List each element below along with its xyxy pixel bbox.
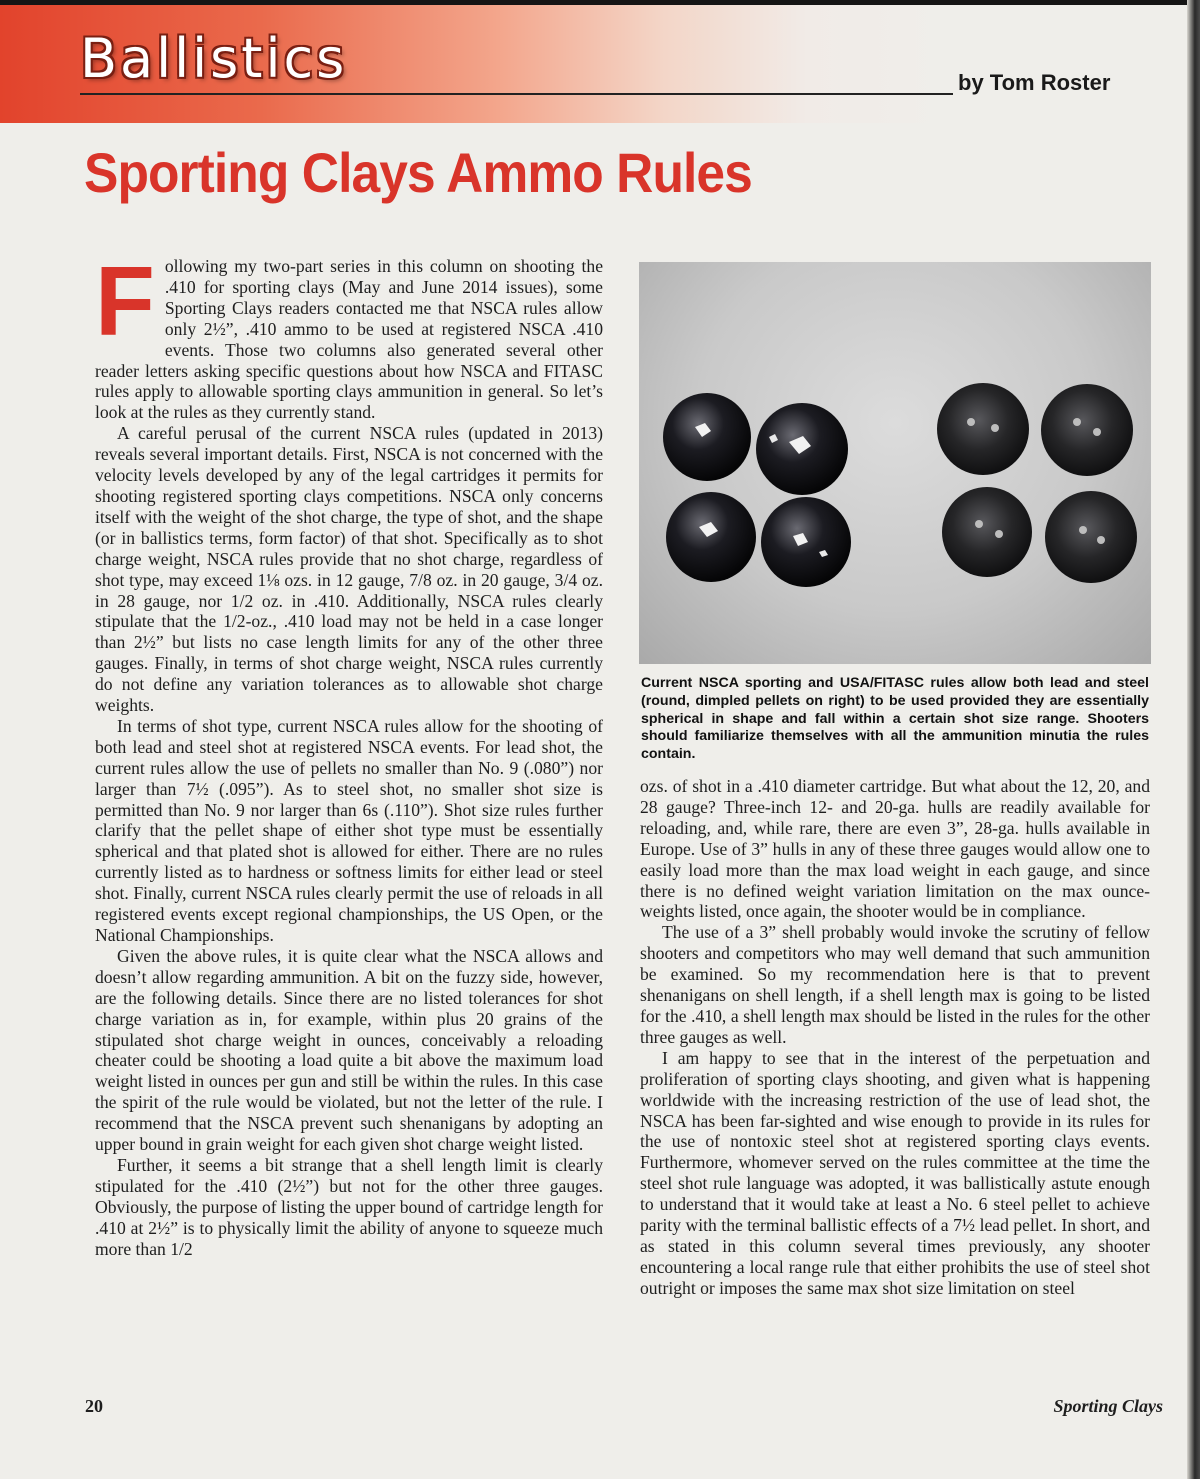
paragraph: Further, it seems a bit strange that a shell length limit is clearly stipulated for the .410 (2½”) but not for the other three gauges. Obviously, the purpose of listing the upper bound of cartridge length for .410 at 2½” is to physically limit the ability of anyone to squeeze much more than 1/2 xyxy=(95,1154,603,1259)
page-number: 20 xyxy=(85,1396,103,1416)
byline-rule xyxy=(80,93,953,95)
paragraph: A careful perusal of the current NSCA rules (updated in 2013) reveals several important details. First, NSCA is not concerned with the velocity levels developed by any of the legal cartridges it permits for shooting registered sporting clays competitions. NSCA only concerns itself with the weight of the shot charge, the type of shot, and the shape (or in ballistics terms, form factor) of that shot. Specifically as to shot charge weight, NSCA rules provide that no shot charge, regardless of shot type, may exceed 1⅛ ozs. in 12 gauge, 7/8 oz. in 20 gauge, 3/4 oz. in 28 gauge, nor 1/2 oz. in .410. Additionally, NSCA rules clearly stipulate that the 1/2-oz., .410 load may not be held in a case longer than 2½” but lists no case length limits for any of the other three gauges. Finally, in terms of shot charge weight, NSCA rules currently do not define any variation tolerances as to allowable shot charge weights. xyxy=(95,423,603,716)
paragraph: In terms of shot type, current NSCA rules allow for the shooting of both lead and steel shot at registered NSCA events. For lead shot, the current rules allow the use of pellets no smaller than No. 9 (.080”) nor larger than 7½ (.095”). As to steel shot, no smaller shot size is permitted than No. 9 nor larger than 6s (.110”). Shot size rules further clarify that the pellet shape of either shot type must be essentially spherical and that plated shot is allowed for either. There are no rules currently listed as to hardness or softness limits for either lead or steel shot. Finally, current NSCA rules clearly permit the use of reloads in all registered events except regional championships, the US Open, or the National Championships. xyxy=(95,715,603,945)
byline: by Tom Roster xyxy=(958,70,1111,95)
photo-caption: Current NSCA sporting and USA/FITASC rules allow both lead and steel (round, dimpled pellets on right) to be used provided they are essentially spherical in shape and fall within a certain shot size range. Shooters should familiarize themselves with all the ammunition minutia the rules contain. xyxy=(641,675,1149,763)
section-title: Ballistics xyxy=(80,27,348,90)
steel-pellets xyxy=(937,383,1137,583)
shot-pellets-photo xyxy=(639,262,1151,664)
page-edge xyxy=(1187,0,1200,1479)
left-column xyxy=(95,246,603,1260)
paragraph: Given the above rules, it is quite clear what the NSCA allows and doesn’t allow regarding ammunition. A bit on the fuzzy side, however, are the following details. Since there are no listed tolerances for shot charge variation as in, for example, within plus 20 grains of the stipulated shot charge weight in ounces, conceivably a reloading cheater could be shooting a load quite a bit above the maximum load weight listed in ounces per gun and still be within the rules. In this case the spirit of the rule would be violated, but not the letter of the rule. I recommend that the NSCA prevent such shenanigans by adopting an upper bound in grain weight for each given shot charge weight listed. xyxy=(95,945,603,1155)
article-headline: Sporting Clays Ammo Rules xyxy=(84,141,752,204)
paragraph: The use of a 3” shell probably would invoke the scrutiny of fellow shooters and competitors who may well demand that such ammunition be examined. So my recommendation here is that to prevent shenanigans on shell length, if a shell length max is going to be listed for the .410, a shell length max should be listed in the rules for the other three gauges as well. xyxy=(640,922,1150,1047)
paragraph: ozs. of shot in a .410 diameter cartridge. But what about the 12, 20, and 28 gauge? Three-inch 12- and 20-ga. hulls are readily available for reloading, and, while rare, there are even 3”, 28-ga. hulls available in Europe. Use of 3” hulls in any of these three gauges would allow one to easily load more than the max load weight in each gauge, and since there is no defined weight variation limitation on the max ounce-weights listed, once again, the shooter would be in compliance. xyxy=(640,776,1150,922)
right-column xyxy=(640,776,1150,1299)
magazine-title: Sporting Clays xyxy=(1053,1396,1163,1416)
drop-cap: F xyxy=(95,246,155,356)
paragraph: I am happy to see that in the interest of the perpetuation and proliferation of sporting clays shooting, and given what is happening worldwide with the increasing restriction of the use of lead shot, the NSCA has been far-sighted and wise enough to provide in its rules for the use of nontoxic steel shot at registered sporting clays events. Furthermore, whomever served on the rules committee at the time the steel shot rule language was adopted, it was ballistically astute enough to understand that it would take at least a No. 6 steel pellet to achieve parity with the terminal ballistic effects of a 7½ lead pellet. In short, and as stated in this column several times previously, any shooter encountering a local range rule that either prohibits the use of steel shot outright or imposes the same max shot size limitation on steel xyxy=(640,1047,1150,1298)
paragraph: ollowing my two-part series in this column on shooting the .410 for sporting clays (May and June 2014 issues), some Sporting Clays readers contacted me that NSCA rules allow only 2½”, .410 ammo to be used at registered NSCA .410 events. Those two columns also generated several other reader letters asking specific questions about how NSCA and FITASC rules apply to allowable sporting clays ammunition in general. So let’s look at the rules as they currently stand. xyxy=(95,256,603,423)
lead-pellets xyxy=(663,393,851,587)
